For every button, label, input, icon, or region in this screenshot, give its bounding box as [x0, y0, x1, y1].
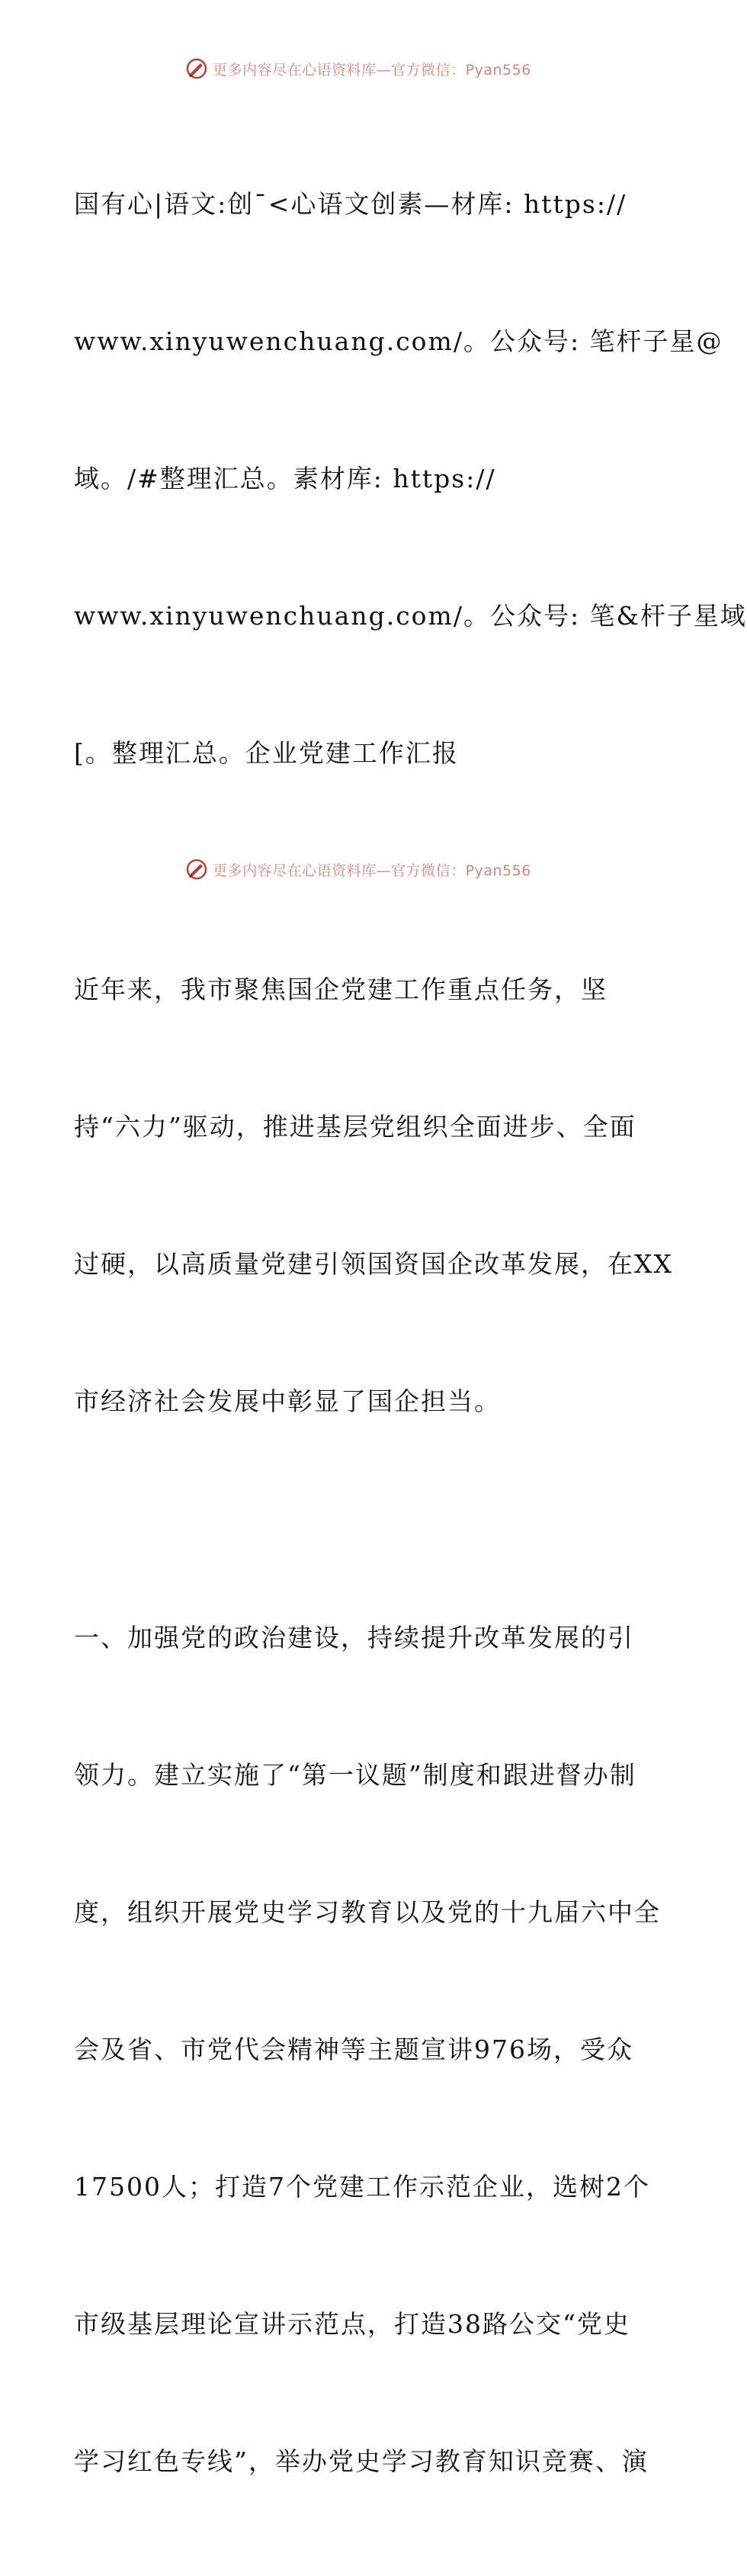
footer-banner-content — [185, 858, 531, 881]
paragraph-source-note — [74, 90, 747, 868]
text-line: 域。/#整理汇总。素材库: https:// — [74, 464, 496, 493]
pen-logo-icon — [185, 858, 208, 881]
paragraph-section-one — [74, 1524, 661, 2576]
header-banner — [0, 53, 724, 84]
header-banner-text: 更多内容尽在心语资料库—官方微信：Pyan556 — [213, 61, 531, 79]
text-line: 近年来，我市聚焦国企党建工作重点任务，坚 — [74, 975, 608, 1004]
paragraph-intro — [74, 875, 673, 1516]
text-line: www.xinyuwenchuang.com/。公众号: 笔杆子星@ — [74, 326, 723, 356]
text-line: 会及省、市党代会精神等主题宣讲976场，受众 — [74, 2035, 633, 2064]
text-line: 学习红色专线”，举办党史学习教育知识竞赛、演 — [74, 2446, 649, 2476]
text-line: 17500人；打造7个党建工作示范企业，选树2个 — [74, 2172, 650, 2202]
text-line: 市经济社会发展中彰显了国企担当。 — [74, 1386, 501, 1416]
header-banner-content — [185, 57, 531, 80]
text-line: 一、加强党的政治建设，持续提升改革发展的引 — [74, 1623, 634, 1653]
footer-banner-text: 更多内容尽在心语资料库—官方微信：Pyan556 — [213, 862, 531, 879]
text-line: www.xinyuwenchuang.com/。公众号: 笔&杆子星域 — [74, 601, 747, 631]
text-line: 持“六力”驱动，推进基层党组织全面进步、全面 — [74, 1112, 636, 1142]
text-line: 过硬，以高质量党建引领国资国企改革发展，在XX — [74, 1249, 673, 1279]
text-line: 国有心|语文:创¯<心语文创素—材库: https:// — [74, 189, 627, 219]
text-line: 市级基层理论宣讲示范点，打造38路公交“党史 — [74, 2309, 630, 2339]
document-body — [74, 90, 747, 2576]
pen-logo-icon — [185, 57, 208, 80]
text-line: 领力。建立实施了“第一议题”制度和跟进督办制 — [74, 1760, 636, 1790]
text-line: 度，组织开展党史学习教育以及党的十九届六中全 — [74, 1897, 661, 1927]
text-line: [。整理汇总。企业党建工作汇报 — [74, 738, 459, 768]
footer-banner — [0, 854, 724, 885]
